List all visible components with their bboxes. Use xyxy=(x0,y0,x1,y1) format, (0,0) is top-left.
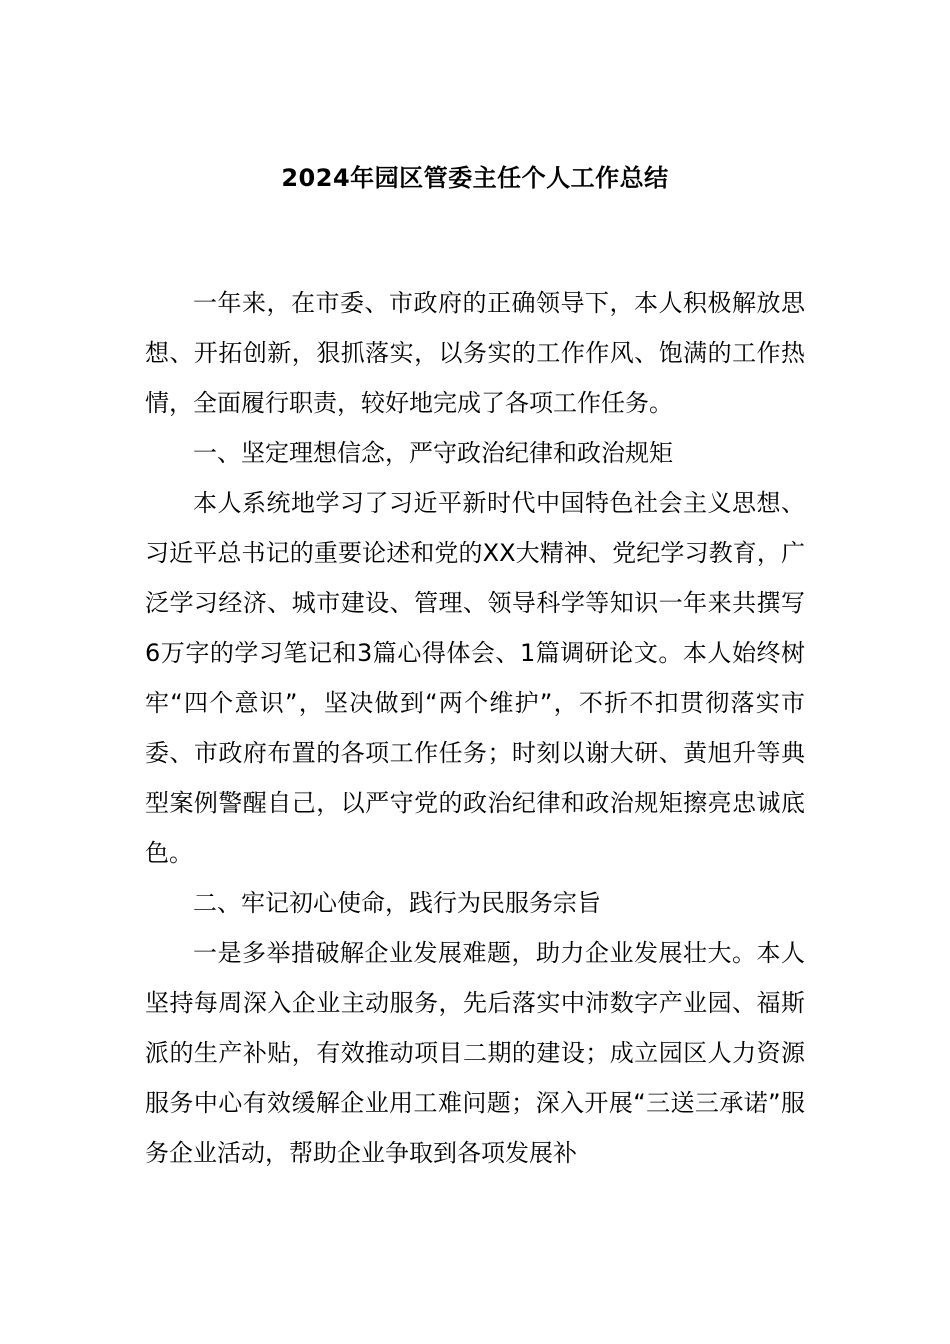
paragraph-intro: 一年来，在市委、市政府的正确领导下，本人积极解放思想、开拓创新，狠抓落实，以务实的工作作风、饱满的工作热情，全面履行职责，较好地完成了各项工作任务。 xyxy=(145,289,805,417)
section-heading-2: 二、牢记初心使命，践行为民服务宗旨 xyxy=(193,889,601,917)
paragraph-section-1: 本人系统地学习了习近平新时代中国特色社会主义思想、习近平总书记的重要论述和党的XX大精神、党纪学习教育，广泛学习经济、城市建设、管理、领导科学等知识一年来共撰写6万字的学习笔记和3篇心得体会、1篇调研论文。本人始终树牢“四个意识”，坚决做到“两个维护”，不折不扣贯彻落实市委、市政府布置的各项工作任务；时刻以谢大研、黄旭升等典型案例警醒自己，以严守党的政治纪律和政治规矩擦亮忠诚底色。 xyxy=(145,489,805,867)
document-body xyxy=(145,278,805,1178)
document-title: 2024年园区管委主任个人工作总结 xyxy=(281,164,669,192)
paragraph-section-2: 一是多举措破解企业发展难题，助力企业发展壮大。本人坚持每周深入企业主动服务，先后落实中沛数字产业园、福斯派的生产补贴，有效推动项目二期的建设；成立园区人力资源服务中心有效缓解企业用工难问题；深入开展“三送三承诺”服务企业活动，帮助企业争取到各项发展补 xyxy=(145,939,805,1167)
section-heading-1: 一、坚定理想信念，严守政治纪律和政治规矩 xyxy=(193,439,673,467)
